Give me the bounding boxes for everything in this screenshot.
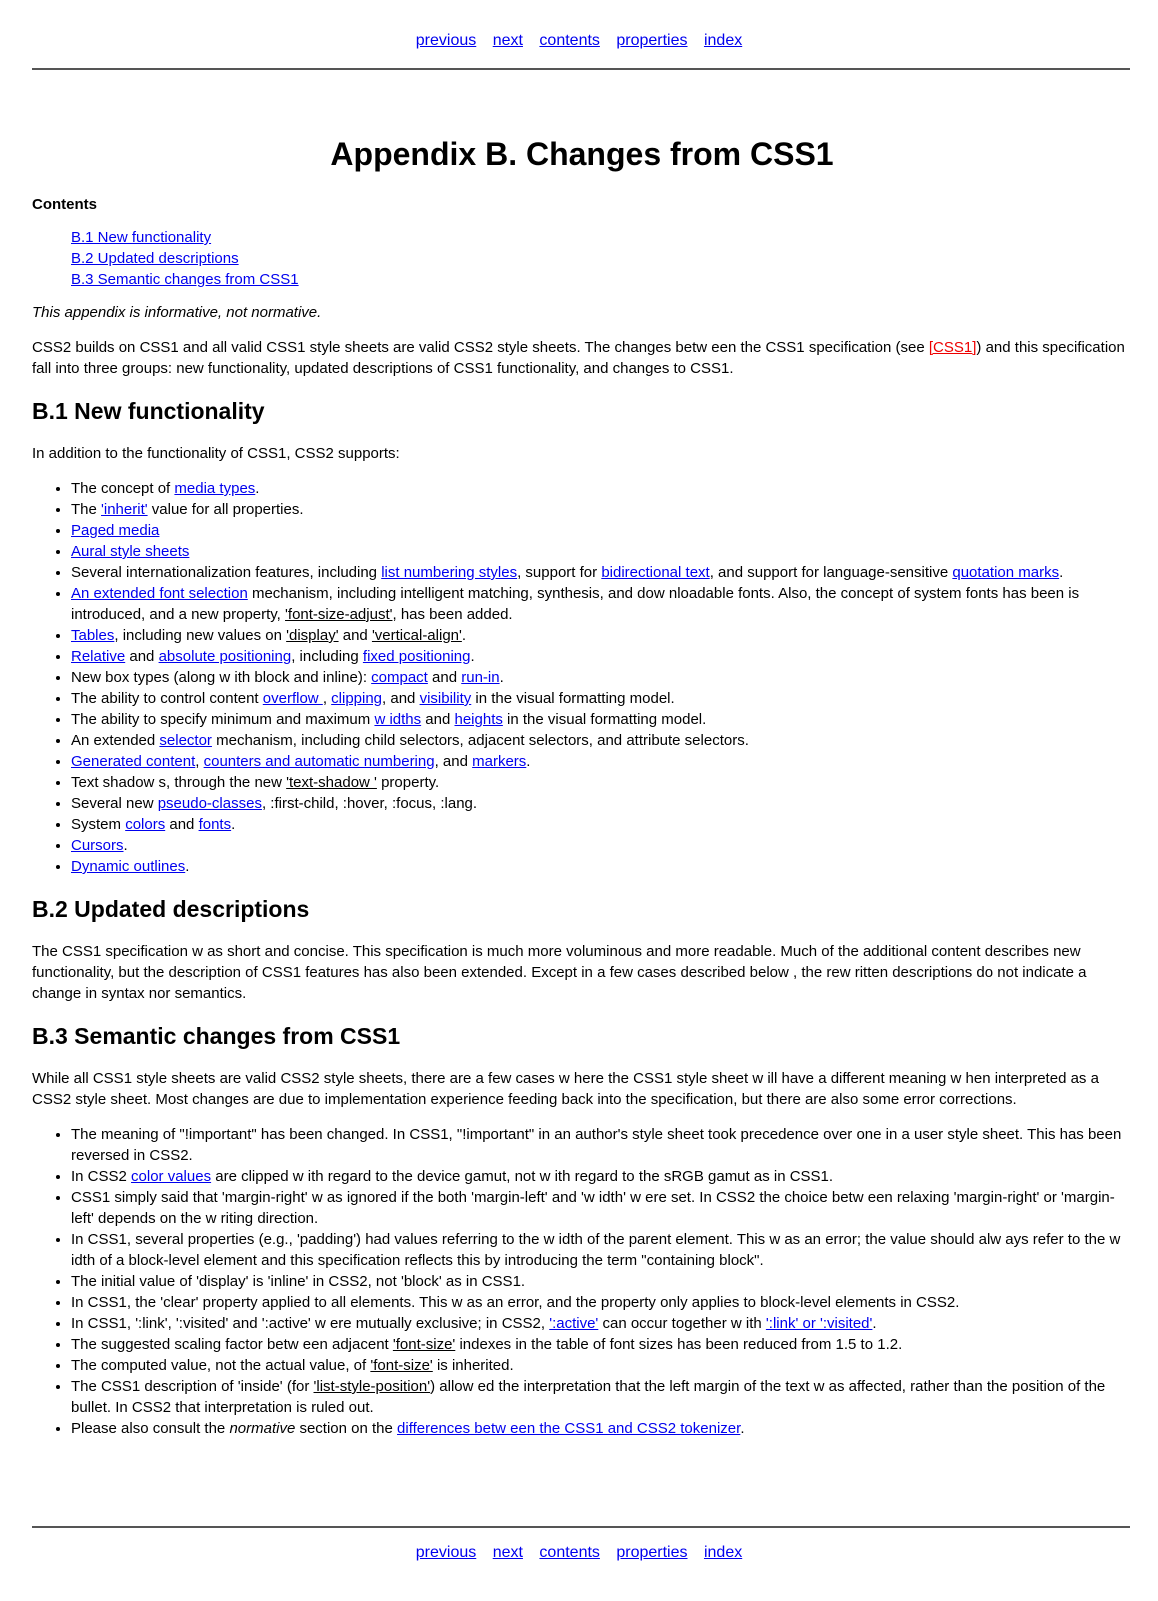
list-item: • An extended selector mechanism, including child selectors, adjacent selectors, and attribute selectors. <box>71 730 1132 751</box>
list-item: • New box types (along w ith block and inline): compact and run-in. <box>71 667 1132 688</box>
page-content <box>32 128 1132 1451</box>
link-paged-media[interactable]: Paged media <box>71 522 160 539</box>
css1-reference-link[interactable]: [CSS1] <box>928 339 977 356</box>
link-fonts[interactable]: fonts <box>198 816 232 833</box>
list-item <box>71 520 1132 541</box>
link-compact[interactable]: compact <box>371 669 428 686</box>
toc-item <box>71 269 1132 290</box>
bottom-divider <box>32 1526 1130 1528</box>
list-item: • The 'inherit' value for all properties. <box>71 499 1132 520</box>
link-markers[interactable]: markers <box>472 753 527 770</box>
link-relative[interactable]: Relative <box>71 648 126 665</box>
list-item: • The concept of media types. <box>71 478 1132 499</box>
b1-lead: In addition to the functionality of CSS1, CSS2 supports: <box>32 445 400 462</box>
list-item: • In CSS1, ':link', ':visited' and ':active' w ere mutually exclusive; in CSS2, ':active' can occur together w ith ':link' or ':visited'. <box>71 1313 1132 1334</box>
list-item: • Dynamic outlines. <box>71 856 1132 877</box>
link-display[interactable]: 'display' <box>286 627 339 644</box>
link-list-style-position[interactable]: 'list-style-position' <box>313 1378 431 1395</box>
link-heights[interactable]: heights <box>454 711 503 728</box>
top-navigation <box>0 32 1158 50</box>
link-colors[interactable]: colors <box>125 816 166 833</box>
link-bidirectional-text[interactable]: bidirectional text <box>601 564 710 581</box>
nav-properties-link[interactable]: properties <box>616 1544 688 1561</box>
toc-item <box>71 248 1132 269</box>
nav-previous-link[interactable]: previous <box>415 32 477 49</box>
link-overflow[interactable]: overflow <box>262 690 323 707</box>
list-item: • An extended font selection mechanism, including intelligent matching, synthesis, and dow nloadable fonts. Also, the concept of system fonts has been is introduced, and a new property, 'font-size-adjust', has been added. <box>71 583 1132 625</box>
list-item: • Tables, including new values on 'display' and 'vertical-align'. <box>71 625 1132 646</box>
link-media-types[interactable]: media types <box>174 480 256 497</box>
intro-paragraph: CSS2 builds on CSS1 and all valid CSS1 style sheets are valid CSS2 style sheets. The changes betw een the CSS1 specification (see [CSS1]) and this specification fall into three groups: new functionality, updated descriptions of CSS1 functionality, and changes to CSS1. <box>32 339 1125 377</box>
link-cursors[interactable]: Cursors <box>71 837 124 854</box>
list-item: • System colors and fonts. <box>71 814 1132 835</box>
link-absolute-positioning[interactable]: absolute positioning <box>158 648 292 665</box>
list-item: • Text shadow s, through the new 'text-shadow ' property. <box>71 772 1132 793</box>
page-title: Appendix B. Changes from CSS1 <box>330 136 834 172</box>
list-item: • CSS1 simply said that 'margin-right' w as ignored if the both 'margin-left' and 'w idth' w ere set. In CSS2 the choice betw een relaxing 'margin-right' or 'margin-left' depends on the w riting direction. <box>71 1187 1132 1229</box>
nav-next-link[interactable]: next <box>492 32 523 49</box>
link-dynamic-outlines[interactable]: Dynamic outlines <box>71 858 186 875</box>
toc-link-b1[interactable]: B.1 New functionality <box>71 229 212 246</box>
link-inherit[interactable]: 'inherit' <box>101 501 148 518</box>
link-font-selection[interactable]: An extended font selection <box>71 585 248 602</box>
link-pseudo-classes[interactable]: pseudo-classes <box>157 795 262 812</box>
top-divider <box>32 68 1130 70</box>
list-item: • The ability to specify minimum and maximum w idths and heights in the visual formatting model. <box>71 709 1132 730</box>
list-item: • The computed value, not the actual value, of 'font-size' is inherited. <box>71 1355 1132 1376</box>
list-item: • Several new pseudo-classes, :first-child, :hover, :focus, :lang. <box>71 793 1132 814</box>
link-selector[interactable]: selector <box>159 732 212 749</box>
nav-index-link[interactable]: index <box>703 1544 743 1561</box>
list-item: • In CSS2 color values are clipped w ith regard to the device gamut, not w ith regard to the sRGB gamut as in CSS1. <box>71 1166 1132 1187</box>
nav-next-link[interactable]: next <box>492 1544 523 1561</box>
list-item: • Relative and absolute positioning, including fixed positioning. <box>71 646 1132 667</box>
list-item: • Cursors. <box>71 835 1132 856</box>
list-item <box>71 541 1132 562</box>
toc-link-b3[interactable]: B.3 Semantic changes from CSS1 <box>71 271 299 288</box>
list-item: • The meaning of "!important" has been changed. In CSS1, "!important" in an author's style sheet took precedence over one in a user style sheet. This has been reversed in CSS2. <box>71 1124 1132 1166</box>
link-active[interactable]: ':active' <box>549 1315 599 1332</box>
link-font-size-adjust[interactable]: 'font-size-adjust' <box>285 606 393 623</box>
section-heading-b3: B.3 Semantic changes from CSS1 <box>32 1023 401 1049</box>
link-tokenizer-differences[interactable]: differences betw een the CSS1 and CSS2 tokenizer <box>397 1420 741 1437</box>
link-font-size-inherited[interactable]: 'font-size' <box>370 1357 433 1374</box>
list-item: • The suggested scaling factor betw een adjacent 'font-size' indexes in the table of font sizes has been reduced from 1.5 to 1.2. <box>71 1334 1132 1355</box>
b3-lead: While all CSS1 style sheets are valid CSS2 style sheets, there are a few cases w here the CSS1 style sheet w ill have a different meaning w hen interpreted as a CSS2 style sheet. Most changes are due to implementation experience feeding back into the specification, but there are also some error corrections. <box>32 1070 1099 1108</box>
link-run-in[interactable]: run-in <box>461 669 500 686</box>
link-link-visited[interactable]: ':link' or ':visited' <box>765 1315 873 1332</box>
link-quotation-marks[interactable]: quotation marks <box>952 564 1060 581</box>
nav-contents-link[interactable]: contents <box>539 1544 600 1561</box>
link-text-shadow[interactable]: 'text-shadow ' <box>286 774 377 791</box>
b2-paragraph: The CSS1 specification w as short and concise. This specification is much more voluminous and more readable. Much of the additional content describes new functionality, but the description of CSS1 features has also been extended. Except in a few cases described below , the rew ritten descriptions do not indicate a change in syntax nor semantics. <box>32 943 1087 1002</box>
nav-contents-link[interactable]: contents <box>539 32 600 49</box>
link-widths[interactable]: w idths <box>374 711 422 728</box>
list-item: • Several internationalization features, including list numbering styles, support for bidirectional text, and support for language-sensitive quotation marks. <box>71 562 1132 583</box>
link-fixed-positioning[interactable]: fixed positioning <box>362 648 471 665</box>
toc-heading: Contents <box>32 196 97 213</box>
nav-properties-link[interactable]: properties <box>616 32 688 49</box>
toc-item <box>71 227 1132 248</box>
link-aural-style-sheets[interactable]: Aural style sheets <box>71 543 190 560</box>
list-item: • The initial value of 'display' is 'inline' in CSS2, not 'block' as in CSS1. <box>71 1271 1132 1292</box>
toc-link-b2[interactable]: B.2 Updated descriptions <box>71 250 239 267</box>
b1-feature-list <box>32 478 1132 877</box>
link-counters[interactable]: counters and automatic numbering <box>203 753 435 770</box>
list-item: • The ability to control content overflow , clipping, and visibility in the visual formatting model. <box>71 688 1132 709</box>
link-list-numbering[interactable]: list numbering styles <box>381 564 518 581</box>
list-item: • The CSS1 description of 'inside' (for 'list-style-position') allow ed the interpretation that the left margin of the text w as affected, rather than the position of the bullet. In CSS2 that interpretation is ruled out. <box>71 1376 1132 1418</box>
informative-note: This appendix is informative, not normative. <box>32 304 322 321</box>
link-font-size[interactable]: 'font-size' <box>392 1336 456 1353</box>
link-vertical-align[interactable]: 'vertical-align' <box>371 627 462 644</box>
list-item: • In CSS1, the 'clear' property applied to all elements. This w as an error, and the property only applies to block-level elements in CSS2. <box>71 1292 1132 1313</box>
toc-list <box>71 227 1132 290</box>
link-visibility[interactable]: visibility <box>419 690 472 707</box>
link-tables[interactable]: Tables <box>71 627 115 644</box>
list-item: • Generated content, counters and automatic numbering, and markers. <box>71 751 1132 772</box>
bottom-navigation <box>0 1544 1158 1562</box>
link-color-values[interactable]: color values <box>131 1168 212 1185</box>
nav-index-link[interactable]: index <box>703 32 743 49</box>
b3-change-list <box>32 1124 1132 1439</box>
list-item: • Please also consult the normative section on the differences betw een the CSS1 and CSS2 tokenizer. <box>71 1418 1132 1439</box>
nav-previous-link[interactable]: previous <box>415 1544 477 1561</box>
section-heading-b2: B.2 Updated descriptions <box>32 896 310 922</box>
section-heading-b1: B.1 New functionality <box>32 398 265 424</box>
link-generated-content[interactable]: Generated content <box>71 753 196 770</box>
link-clipping[interactable]: clipping <box>331 690 383 707</box>
list-item: • In CSS1, several properties (e.g., 'padding') had values referring to the w idth of the parent element. This w as an error; the value should alw ays refer to the w idth of a block-level element and this specification reflects this by introducing the term "containing block". <box>71 1229 1132 1271</box>
